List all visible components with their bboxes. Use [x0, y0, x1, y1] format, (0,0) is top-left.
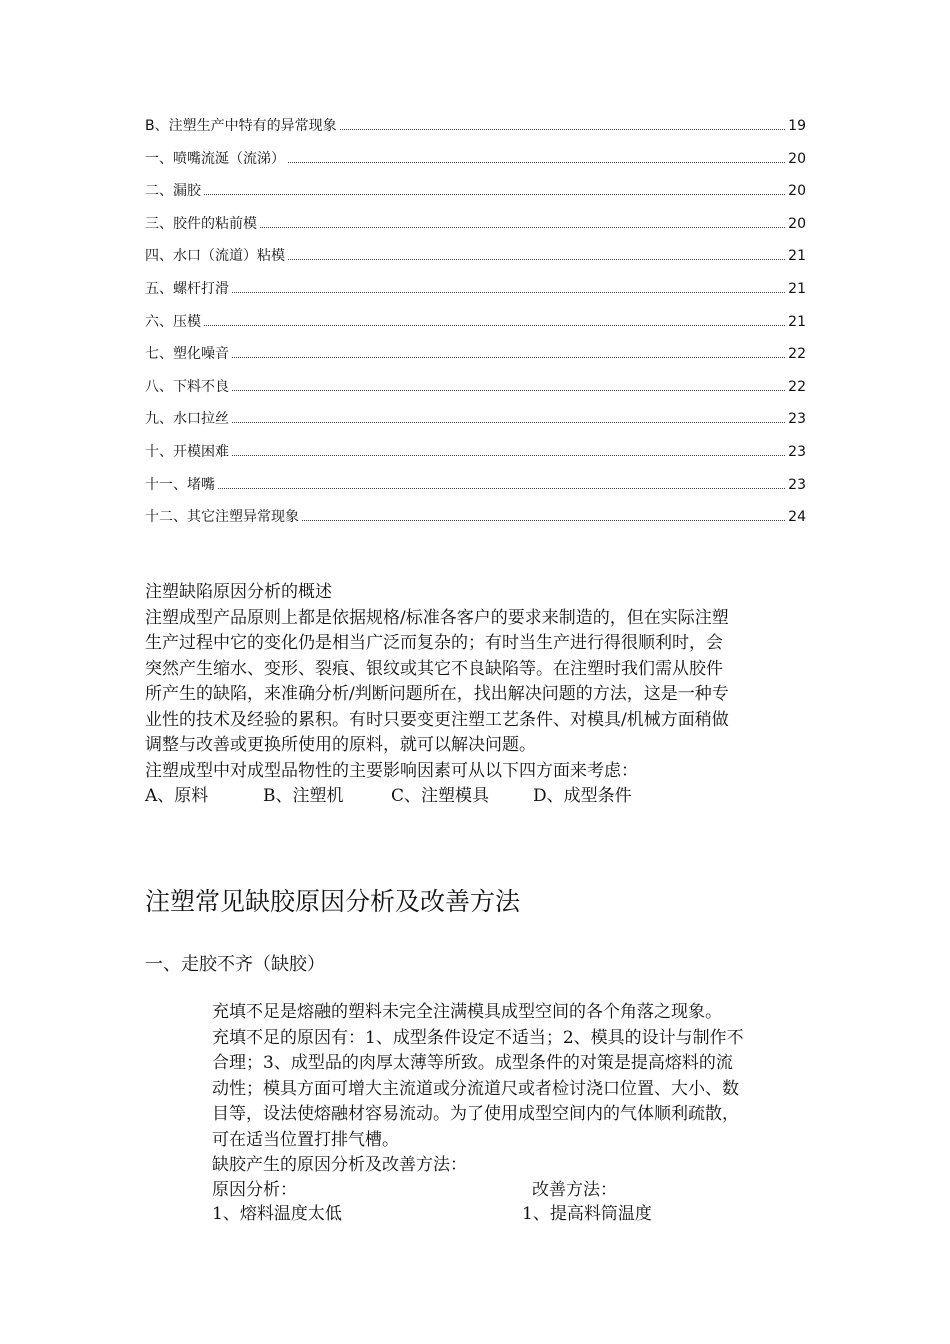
- toc-leader-dots: [260, 227, 785, 228]
- toc-leader-dots: [232, 455, 785, 456]
- toc-entry-title: 四、水口（流道）粘模: [145, 248, 285, 265]
- overview-line: 注塑成型中对成型品物性的主要影响因素可从以下四方面来考虑：: [145, 760, 638, 781]
- table-of-contents: [145, 116, 806, 540]
- overview-section: [145, 580, 810, 810]
- body-line: 可在适当位置打排气槽。: [212, 1129, 399, 1150]
- overview-line: 注塑成型产品原则上都是依据规格/标准各客户的要求来制造的，但在实际注塑: [145, 607, 729, 628]
- toc-entry-title: 一、喷嘴流涎（流涕）: [145, 150, 285, 167]
- toc-leader-dots: [302, 520, 785, 521]
- factor-item: B、注塑机: [263, 786, 344, 806]
- toc-leader-dots: [340, 129, 786, 130]
- body-line: 充填不足的原因有：1、成型条件设定不适当；2、模具的设计与制作不: [212, 1027, 744, 1048]
- toc-entry[interactable]: [145, 181, 806, 214]
- overview-heading: 注塑缺陷原因分析的概述: [145, 582, 332, 602]
- factor-item: C、注塑模具: [391, 786, 490, 806]
- body-line: 合理；3、成型品的肉厚太薄等所致。成型条件的对策是提高熔料的流: [212, 1053, 733, 1073]
- toc-entry[interactable]: [145, 246, 806, 279]
- toc-leader-dots: [204, 325, 785, 326]
- toc-leader-dots: [232, 390, 785, 391]
- toc-leader-dots: [232, 422, 785, 423]
- toc-entry-page: 20: [788, 150, 806, 167]
- toc-entry[interactable]: [145, 409, 806, 442]
- toc-entry[interactable]: [145, 312, 806, 345]
- subsection-title: 一、走胶不齐（缺胶）: [145, 954, 325, 975]
- toc-leader-dots: [288, 259, 785, 260]
- toc-entry-page: 20: [788, 215, 806, 232]
- toc-leader-dots: [232, 357, 785, 358]
- body-line: 动性；模具方面可增大主流道或分流道尺或者检讨浇口位置、大小、数: [212, 1078, 739, 1099]
- toc-entry-title: 九、水口拉丝: [145, 411, 229, 428]
- toc-entry-title: 六、压模: [145, 313, 201, 330]
- toc-entry-page: 23: [788, 411, 806, 428]
- toc-entry-title: 十、开模困难: [145, 443, 229, 460]
- overview-line: 生产过程中它的变化仍是相当广泛而复杂的；有时当生产进行得很顺利时，会: [145, 633, 723, 653]
- toc-entry-title: 八、下料不良: [145, 378, 229, 395]
- overview-line: 业性的技术及经验的累积。有时只要变更注塑工艺条件、对模具/机械方面稍做: [145, 709, 729, 730]
- body-line: 缺胶产生的原因分析及改善方法：: [212, 1155, 467, 1175]
- overview-line: 所产生的缺陷，来准确分析/判断问题所在，找出解决问题的方法，这是一种专: [145, 684, 729, 704]
- fix-item: 1、提高料筒温度: [522, 1204, 652, 1224]
- fix-header: 改善方法：: [532, 1180, 617, 1200]
- toc-entry[interactable]: [145, 377, 806, 410]
- toc-entry-page: 19: [788, 118, 806, 134]
- toc-entry-page: 20: [788, 183, 806, 200]
- toc-entry-page: 21: [788, 248, 806, 265]
- toc-entry-title: 十一、堵嘴: [145, 476, 215, 493]
- body-line: 目等，设法使熔融材容易流动。为了使用成型空间内的气体顺利疏散，: [212, 1104, 739, 1124]
- toc-entry-page: 22: [788, 378, 806, 395]
- toc-entry-title: 二、漏胶: [145, 183, 201, 200]
- factor-list: [145, 784, 810, 810]
- toc-entry-title: 七、塑化噪音: [145, 346, 229, 363]
- toc-entry[interactable]: [145, 214, 806, 247]
- toc-entry-page: 24: [788, 509, 806, 526]
- toc-entry[interactable]: [145, 149, 806, 182]
- toc-entry[interactable]: [145, 507, 806, 540]
- toc-entry-page: 21: [788, 313, 806, 330]
- body-line: 充填不足是熔融的塑料未完全注满模具成型空间的各个角落之现象。: [212, 1002, 722, 1022]
- toc-entry-title: 十二、其它注塑异常现象: [145, 509, 299, 526]
- overview-line: 调整与改善或更换所使用的原料，就可以解决问题。: [145, 735, 536, 755]
- toc-entry-title: B、注塑生产中特有的异常现象: [145, 118, 337, 134]
- section-body: [212, 1000, 812, 1179]
- toc-entry-page: 21: [788, 280, 806, 297]
- overview-line: 突然产生缩水、变形、裂痕、银纹或其它不良缺陷等。在注塑时我们需从胶件: [145, 658, 723, 679]
- factor-item: A、原料: [145, 786, 209, 806]
- toc-leader-dots: [288, 162, 785, 163]
- toc-leader-dots: [218, 488, 785, 489]
- factor-item: D、成型条件: [533, 786, 632, 806]
- toc-entry-page: 23: [788, 476, 806, 493]
- toc-leader-dots: [232, 292, 785, 293]
- toc-leader-dots: [204, 194, 785, 195]
- toc-entry-page: 22: [788, 346, 806, 363]
- toc-entry[interactable]: [145, 279, 806, 312]
- toc-entry-title: 三、胶件的粘前模: [145, 215, 257, 232]
- toc-entry-page: 23: [788, 443, 806, 460]
- section-title: 注塑常见缺胶原因分析及改善方法: [145, 887, 521, 916]
- toc-entry[interactable]: [145, 344, 806, 377]
- toc-entry[interactable]: [145, 116, 806, 149]
- toc-entry[interactable]: [145, 475, 806, 508]
- toc-entry[interactable]: [145, 442, 806, 475]
- cause-item: 1、熔料温度太低: [212, 1204, 342, 1224]
- cause-header: 原因分析：: [212, 1180, 297, 1200]
- toc-entry-title: 五、螺杆打滑: [145, 280, 229, 297]
